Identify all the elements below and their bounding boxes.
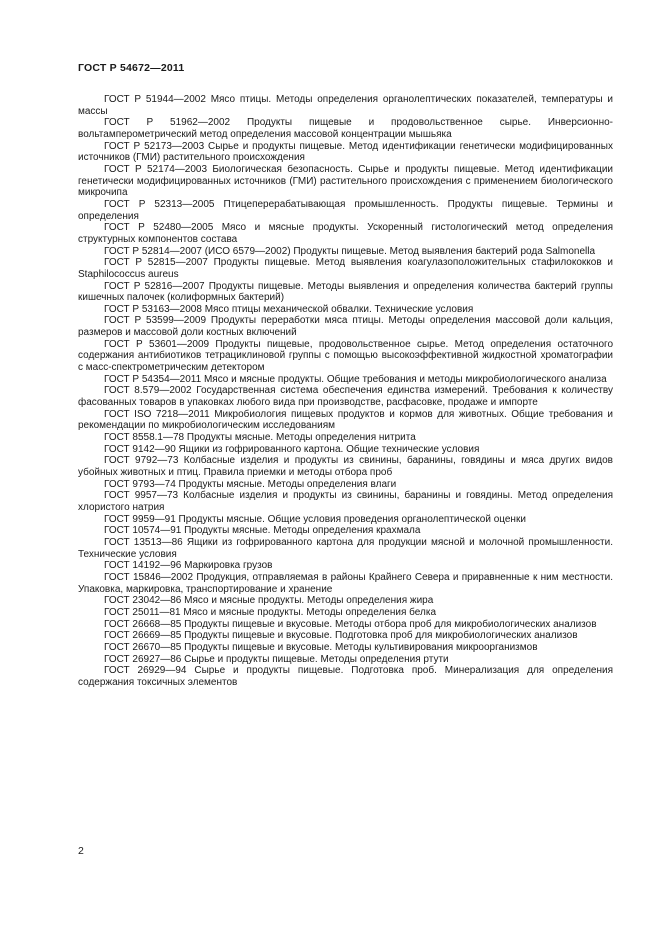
reference-item: ГОСТ 15846—2002 Продукция, отправляемая в районы Крайнего Севера и приравненные к ним местности. Упаковка, маркировка, транспортирование и хранение (78, 571, 613, 595)
reference-item: ГОСТ Р 51944—2002 Мясо птицы. Методы определения органолептических показателей, температуры и массы (78, 94, 613, 117)
reference-item: ГОСТ 26669—85 Продукты пищевые и вкусовые. Подготовка проб для микробиологических анализов (104, 630, 578, 642)
reference-item: ГОСТ 8558.1—78 Продукты мясные. Методы определения нитрита (104, 432, 416, 444)
reference-item: ГОСТ Р 54354—2011 Мясо и мясные продукты. Общие требования и методы микробиологического анализа (104, 373, 607, 385)
reference-list (78, 94, 613, 688)
reference-item: ГОСТ 9142—90 Ящики из гофрированного картона. Общие технические условия (104, 443, 480, 455)
reference-item: ГОСТ Р 53601—2009 Продукты пищевые, продовольственное сырье. Метод определения остаточного содержания антибиотиков тетрациклиновой группы с помощью высокоэффективной жидкостной хроматографии с масс-спектрометрическим детектором (78, 338, 613, 374)
reference-item: ГОСТ Р 52480—2005 Мясо и мясные продукты. Ускоренный гистологический метод определения структурных компонентов состава (78, 222, 613, 245)
reference-item: ГОСТ 23042—86 Мясо и мясные продукты. Методы определения жира (104, 595, 434, 607)
reference-item: ГОСТ 26927—86 Сырье и продукты пищевые. Методы определения ртути (104, 653, 449, 665)
reference-item: ГОСТ 9959—91 Продукты мясные. Общие условия проведения органолептической оценки (104, 513, 526, 525)
reference-item: ГОСТ 14192—96 Маркировка грузов (104, 560, 273, 572)
reference-item: ГОСТ 8.579—2002 Государственная система обеспечения единства измерений. Требования к количеству фасованных товаров в упаковках любого вида при производстве, расфасовке, продаже и импорте (78, 385, 613, 409)
reference-item: ГОСТ Р 52173—2003 Сырье и продукты пищевые. Метод идентификации генетически модифицированных источников (ГМИ) растительного происхождения (78, 140, 613, 164)
reference-item: ГОСТ 9792—73 Колбасные изделия и продукты из свинины, баранины, говядины и мяса других видов убойных животных и птиц. Правила приемки и методы отбора проб (78, 455, 613, 478)
reference-item: ГОСТ 26668—85 Продукты пищевые и вкусовые. Методы отбора проб для микробиологических анализов (104, 618, 597, 630)
reference-item: ГОСТ Р 53163—2008 Мясо птицы механической обвалки. Технические условия (104, 303, 474, 315)
reference-item: ГОСТ 26929—94 Сырье и продукты пищевые. Подготовка проб. Минерализация для определения содержания токсичных элементов (78, 665, 613, 688)
reference-item: ГОСТ 26670—85 Продукты пищевые и вкусовые. Методы культивирования микроорганизмов (104, 641, 538, 653)
reference-item: ГОСТ 9957—73 Колбасные изделия и продукты из свинины, баранины и говядины. Метод определения хлористого натрия (78, 490, 613, 513)
reference-item: ГОСТ 25011—81 Мясо и мясные продукты. Методы определения белка (104, 606, 437, 618)
reference-item: ГОСТ Р 52313—2005 Птицеперерабатывающая промышленность. Продукты пищевые. Термины и определения (78, 198, 613, 222)
reference-item: ГОСТ Р 52816—2007 Продукты пищевые. Методы выявления и определения количества бактерий группы кишечных палочек (колиформных бактерий) (78, 280, 613, 304)
reference-item: ГОСТ 10574—91 Продукты мясные. Методы определения крахмала (104, 525, 421, 537)
reference-item: ГОСТ 13513—86 Ящики из гофрированного картона для продукции мясной и молочной промышленности. Технические условия (78, 536, 613, 560)
reference-item: ГОСТ ISO 7218—2011 Микробиология пищевых продуктов и кормов для животных. Общие требования и рекомендации по микробиологическим исследованиям (78, 408, 613, 432)
document-header: ГОСТ Р 54672—2011 (78, 62, 185, 74)
reference-item: ГОСТ Р 53599—2009 Продукты переработки мяса птицы. Методы определения массовой доли кальция, размеров и массовой доли костных включений (78, 315, 613, 339)
reference-item: ГОСТ Р 52174—2003 Биологическая безопасность. Сырье и продукты пищевые. Метод идентификации генетически модифицированных источников (ГМИ) растительного происхождения с применением биологического микрочипа (78, 163, 613, 199)
reference-item: ГОСТ Р 52814—2007 (ИСО 6579—2002) Продукты пищевые. Метод выявления бактерий рода Salmonella (104, 245, 596, 257)
reference-item: ГОСТ Р 52815—2007 Продукты пищевые. Метод выявления коагулазоположительных стафилококков и Staphilococcus aureus (78, 257, 613, 280)
reference-item: ГОСТ Р 51962—2002 Продукты пищевые и продовольственное сырье. Инверсионно-вольтамперометрический метод определения массовой концентрации мышьяка (78, 117, 613, 140)
page-number: 2 (78, 845, 84, 857)
reference-item: ГОСТ 9793—74 Продукты мясные. Методы определения влаги (104, 478, 397, 490)
